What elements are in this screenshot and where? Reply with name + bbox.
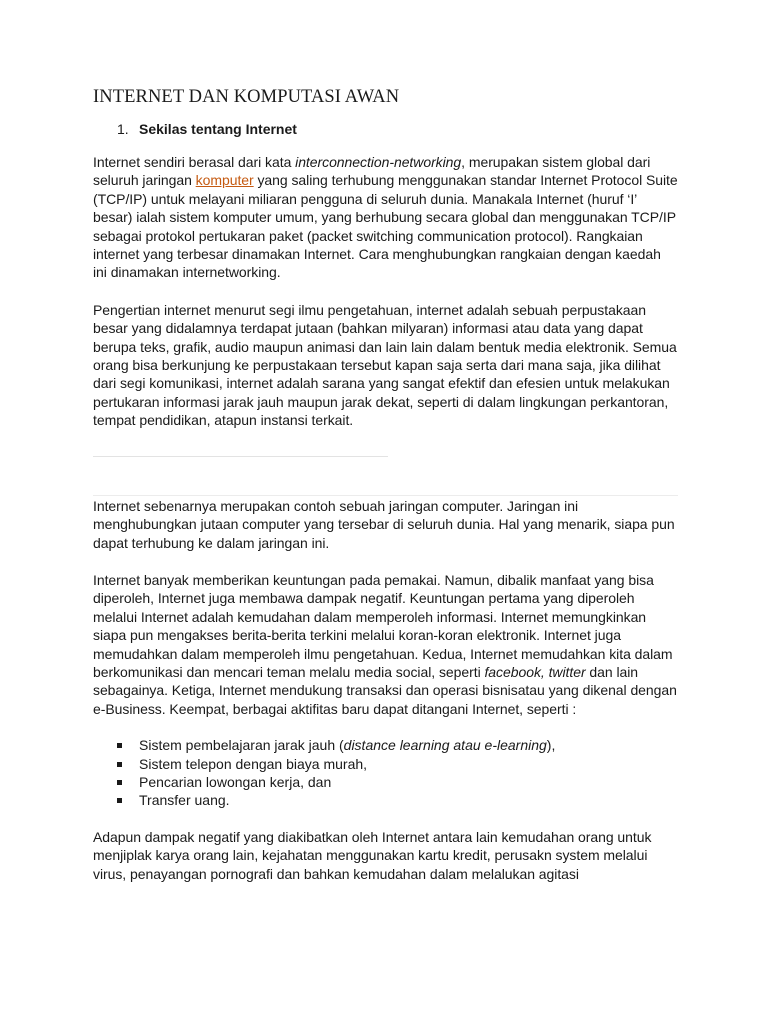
paragraph-internet-benefits: [93, 571, 678, 718]
bullet-text-before: Sistem pembelajaran jarak jauh (: [139, 737, 344, 754]
bullet-text-after: ),: [546, 737, 556, 754]
paragraph-internet-definition: [93, 153, 678, 282]
para1-italic-term: interconnection-networking: [295, 154, 462, 170]
list-item: [93, 755, 678, 773]
section-heading: Sekilas tentang Internet: [139, 121, 297, 137]
section-number: 1.: [117, 121, 129, 137]
square-bullet-icon: [117, 798, 122, 803]
para1-text-1: Internet sendiri berasal dari kata: [93, 154, 296, 170]
activities-bullet-list: [93, 736, 678, 810]
paragraph-internet-knowledge: Pengertian internet menurut segi ilmu pengetahuan, internet adalah sebuah perpustakaan besar yang didalamnya terdapat jutaan (bahkan milyaran) informasi atau data yang dapat berupa teks, grafik, audio maupun animasi dan lain lain dalam bentuk media elektronik. Semua orang bisa berkunjung ke perpustakaan tersebut kapan saja serta dari mana saja, jika dilihat dari segi komunikasi, internet adalah sarana yang sangat efektif dan efesien untuk melakukan pertukaran informasi jarak jauh maupun jarak dekat, seperti di dalam lingkungan perkantoran, tempat pendidikan, atapun instansi terkait.: [93, 301, 677, 429]
para1-text-3: yang saling terhubung menggunakan standar Internet Protocol Suite (TCP/IP) untuk melayani miliaran pengguna di seluruh dunia. Manakala Internet (huruf ‘I’ besar) ialah sistem komputer umum, yang berhubung secara global dan menggunakan TCP/IP sebagai protokol pertukaran paket (packet switching communication protocol). Rangkaian internet yang terbesar dinamakan Internet. Cara menghubungkan rangkaian dengan kaedah ini dinamakan internetworking.: [93, 172, 678, 281]
bullet-text-italic: distance learning atau e-learning: [343, 737, 547, 754]
bullet-text-before: Sistem telepon dengan biaya murah,: [139, 755, 368, 772]
para4-text-1: Internet banyak memberikan keuntungan pada pemakai. Namun, dibalik manfaat yang bisa diperoleh, Internet juga membawa dampak negatif. Keuntungan pertama yang diperoleh melalui Internet adalah kemudahan dalam memperoleh informasi. Internet memungkinkan siapa pun mengakses berita-berita terkini melalui koran-koran elektronik. Internet juga memudahkan dalam memperoleh ilmu pengetahuan. Kedua, Internet memudahkan kita dalam berkomunikasi dan mencari teman melalu media social, seperti: [93, 571, 673, 680]
document-title: INTERNET DAN KOMPUTASI AWAN: [93, 87, 400, 107]
para1-text-2: , merupakan sistem global dari seluruh jaringan: [93, 154, 651, 189]
square-bullet-icon: [117, 762, 122, 767]
section-heading-item: [93, 120, 678, 138]
list-item: [93, 736, 678, 754]
para4-italic-social: facebook, twitter: [484, 663, 586, 680]
paragraph-negative-impact: Adapun dampak negatif yang diakibatkan oleh Internet antara lain kemudahan orang untuk menjiplak karya orang lain, kejahatan menggunakan kartu kredit, perusakn system melalui virus, penayangan pornografi dan bahkan kemudahan dalam melalukan agitasi: [93, 828, 652, 882]
square-bullet-icon: [117, 743, 122, 748]
list-item: [93, 773, 678, 791]
document-page: [93, 86, 678, 883]
bullet-text-before: Pencarian lowongan kerja, dan: [139, 773, 332, 790]
horizontal-divider-short: [93, 456, 388, 457]
bullet-text-before: Transfer uang.: [139, 792, 230, 809]
horizontal-divider-long: [93, 495, 678, 496]
para4-text-2: dan lain sebagainya. Ketiga, Internet mendukung transaksi dan operasi bisnisatau yang dikenal dengan e-Business. Keempat, berbagai aktifitas baru dapat ditangani Internet, seperti :: [93, 663, 677, 717]
square-bullet-icon: [117, 780, 122, 785]
komputer-link[interactable]: komputer: [195, 172, 254, 189]
paragraph-computer-network: Internet sebenarnya merupakan contoh sebuah jaringan computer. Jaringan ini menghubungkan jutaan computer yang tersebar di seluruh dunia. Hal yang menarik, siapa pun dapat terhubung ke dalam jaringan ini.: [93, 497, 675, 551]
section-heading-list: [93, 120, 678, 138]
list-item: [93, 791, 678, 809]
